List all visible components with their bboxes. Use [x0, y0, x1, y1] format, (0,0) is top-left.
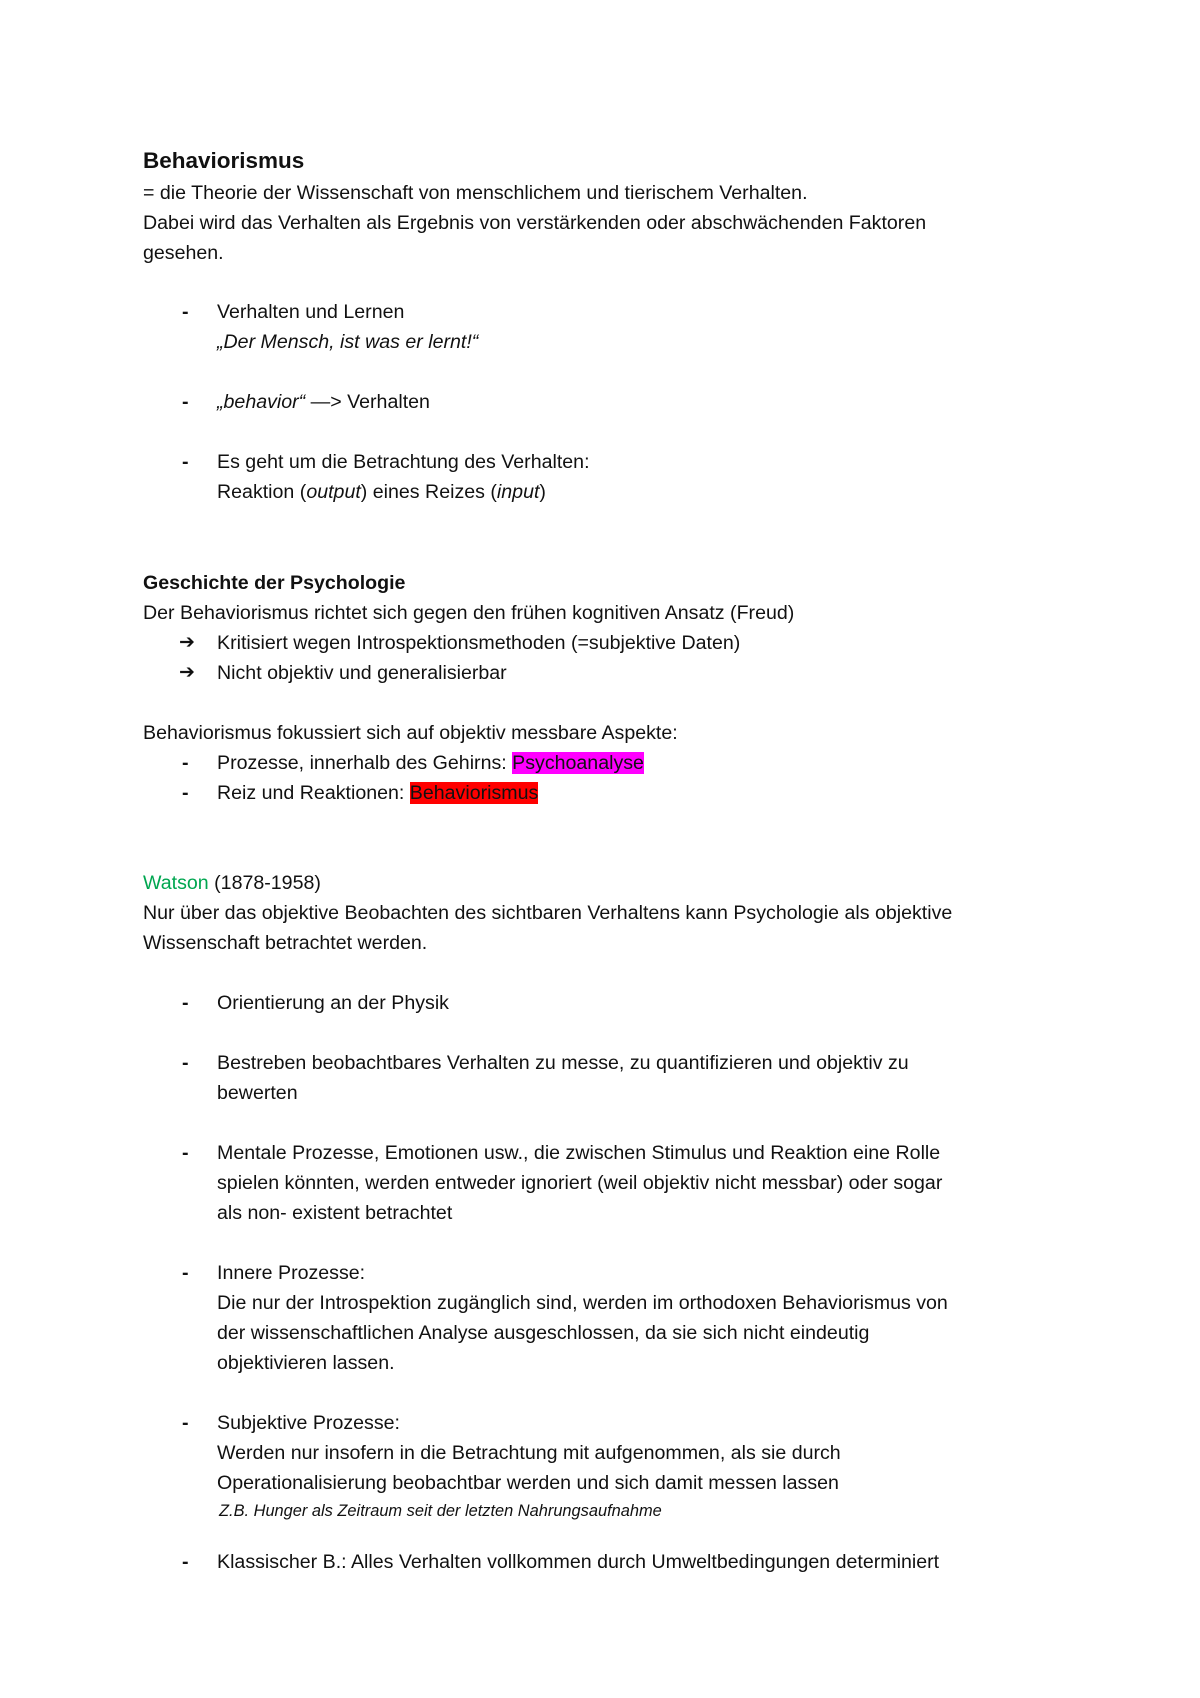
term-behavior: „behavior“	[217, 391, 306, 413]
highlight-behaviorismus: Behaviorismus	[409, 782, 539, 804]
list-item-continuation: der wissenschaftlichen Analyse ausgeschlossen, da sie sich nicht eindeutig	[217, 1322, 870, 1344]
list-item-continuation: bewerten	[217, 1082, 298, 1104]
list-item-continuation: Operationalisierung beobachtbar werden und sich damit messen lassen	[217, 1472, 839, 1494]
term-translation: —> Verhalten	[305, 391, 430, 413]
list-item: Verhalten und Lernen	[217, 301, 405, 323]
arrow-item: Nicht objektiv und generalisierbar	[217, 662, 507, 684]
list-item: Mentale Prozesse, Emotionen usw., die zwischen Stimulus und Reaktion eine Rolle	[217, 1142, 941, 1164]
paragraph: Nur über das objektive Beobachten des sichtbaren Verhaltens kann Psychologie als objektive	[143, 902, 953, 924]
watson-name: Watson	[143, 872, 209, 894]
bullet-dash: -	[182, 992, 189, 1014]
term-output: output	[306, 481, 361, 503]
quote: „Der Mensch, ist was er lernt!“	[217, 331, 479, 353]
paragraph: Behaviorismus fokussiert sich auf objektiv messbare Aspekte:	[143, 722, 678, 744]
bullet-dash: -	[182, 1412, 189, 1434]
bullet-dash: -	[182, 752, 189, 774]
bullet-dash: -	[182, 391, 189, 413]
text-span: Prozesse, innerhalb des Gehirns:	[217, 752, 513, 774]
example-note: Z.B. Hunger als Zeitraum seit der letzten Nahrungsaufnahme	[219, 1502, 662, 1520]
bullet-dash: -	[182, 1262, 189, 1284]
bullet-dash: -	[182, 1551, 189, 1573]
list-item: Subjektive Prozesse:	[217, 1412, 400, 1434]
list-item: Innere Prozesse:	[217, 1262, 366, 1284]
text-span: )	[539, 481, 546, 503]
bullet-dash: -	[182, 301, 189, 323]
paragraph: Der Behaviorismus richtet sich gegen den frühen kognitiven Ansatz (Freud)	[143, 602, 795, 624]
list-item	[217, 748, 644, 778]
list-item-continuation: als non- existent betrachtet	[217, 1202, 453, 1224]
list-item-continuation: spielen könnten, werden entweder ignoriert (weil objektiv nicht messbar) oder sogar	[217, 1172, 943, 1194]
bullet-dash: -	[182, 451, 189, 473]
watson-heading	[143, 868, 321, 898]
watson-years: (1878-1958)	[208, 872, 321, 894]
highlight-psychoanalyse: Psychoanalyse	[512, 752, 644, 774]
bullet-dash: -	[182, 782, 189, 804]
intro-line-3: gesehen.	[143, 242, 224, 264]
list-item: Es geht um die Betrachtung des Verhalten:	[217, 451, 590, 473]
text-span: ) eines Reizes (	[360, 481, 497, 503]
list-item	[217, 778, 538, 808]
page-title: Behaviorismus	[143, 148, 305, 173]
list-item: Klassischer B.: Alles Verhalten vollkommen durch Umweltbedingungen determiniert	[217, 1551, 940, 1573]
arrow-icon: ➔	[179, 662, 195, 683]
list-item: Orientierung an der Physik	[217, 992, 449, 1014]
definition-line: = die Theorie der Wissenschaft von menschlichem und tierischem Verhalten.	[143, 182, 808, 204]
list-item-continuation: Werden nur insofern in die Betrachtung mit aufgenommen, als sie durch	[217, 1442, 841, 1464]
text-span: Reaktion (	[217, 481, 307, 503]
list-item-continuation: objektivieren lassen.	[217, 1352, 395, 1374]
arrow-icon: ➔	[179, 632, 195, 653]
term-input: input	[496, 481, 540, 503]
paragraph: Wissenschaft betrachtet werden.	[143, 932, 428, 954]
arrow-item: Kritisiert wegen Introspektionsmethoden (=subjektive Daten)	[217, 632, 741, 654]
intro-line-2: Dabei wird das Verhalten als Ergebnis von verstärkenden oder abschwächenden Faktoren	[143, 212, 927, 234]
list-item: Bestreben beobachtbares Verhalten zu messe, zu quantifizieren und objektiv zu	[217, 1052, 909, 1074]
bullet-dash: -	[182, 1052, 189, 1074]
text-span: Reiz und Reaktionen:	[217, 782, 410, 804]
bullet-dash: -	[182, 1142, 189, 1164]
list-item	[217, 387, 430, 417]
section-heading: Geschichte der Psychologie	[143, 572, 406, 594]
list-item-continuation	[217, 477, 546, 507]
list-item-continuation: Die nur der Introspektion zugänglich sind, werden im orthodoxen Behaviorismus von	[217, 1292, 948, 1314]
